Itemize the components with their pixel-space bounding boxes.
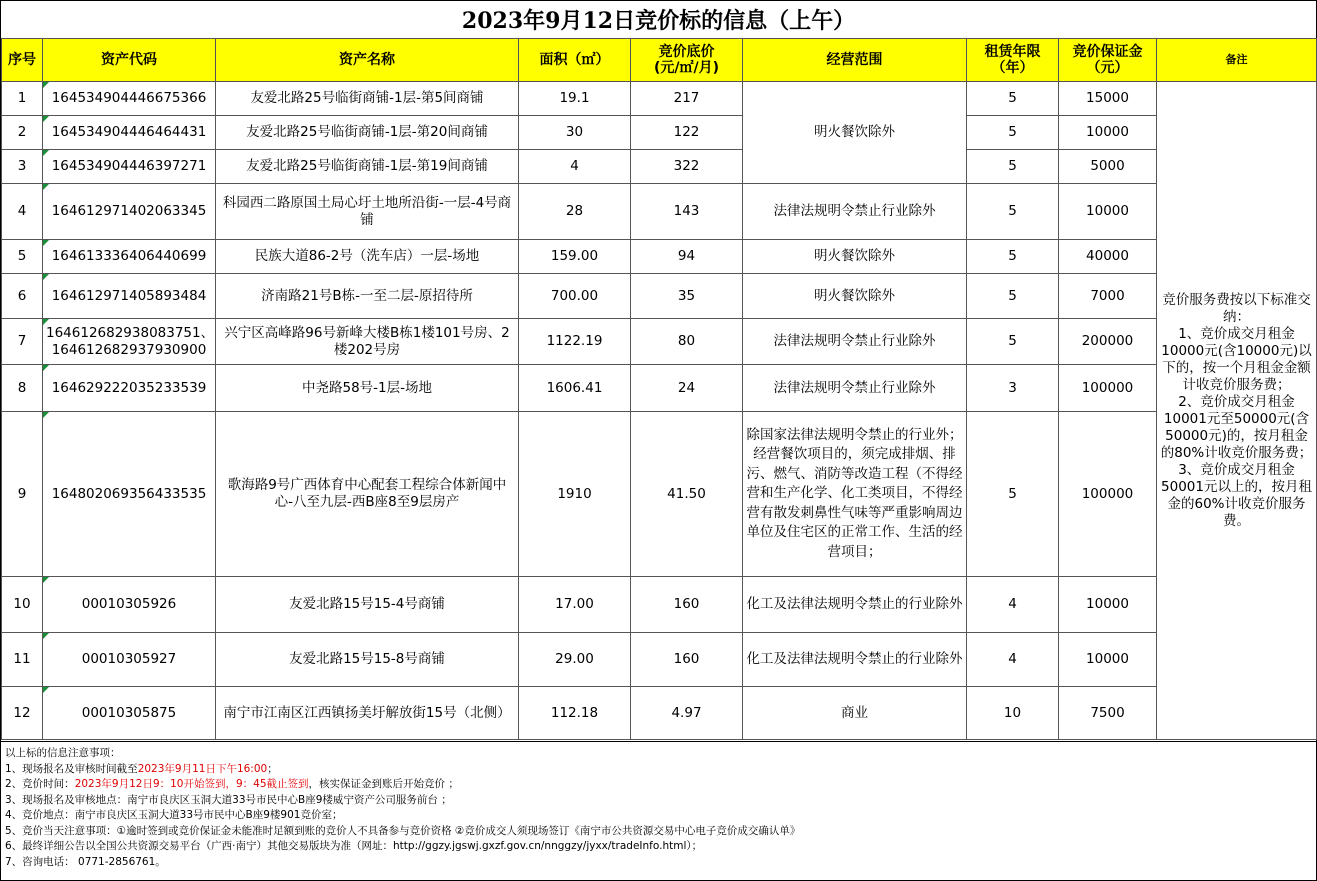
table-row [2, 150, 1317, 184]
note-line-3: 3、现场报名及审核地点：南宁市良庆区玉洞大道33号市民中心B座9楼威宁资产公司服务前台 ； [5, 793, 452, 806]
cell-years: 5 [967, 150, 1059, 184]
header-area: 面积（㎡） [519, 39, 631, 82]
cell-scope: 法律法规明令禁止行业除外 [743, 319, 967, 365]
cell-name: 歌海路9号广西体育中心配套工程综合体新闻中心-八至九层-西B座8至9层房产 [216, 412, 519, 577]
cell-name: 友爱北路25号临街商铺-1层-第19间商铺 [216, 150, 519, 184]
cell-name: 济南路21号B栋-一至二层-原招待所 [216, 274, 519, 319]
cell-years: 5 [967, 274, 1059, 319]
header-scope: 经营范围 [743, 39, 967, 82]
cell-area: 1910 [519, 412, 631, 577]
cell-area: 19.1 [519, 82, 631, 116]
cell-scope: 化工及法律法规明令禁止的行业除外 [743, 577, 967, 633]
cell-deposit: 100000 [1059, 365, 1157, 412]
cell-seq: 5 [2, 240, 43, 274]
cell-deposit: 40000 [1059, 240, 1157, 274]
cell-name: 友爱北路15号15-4号商铺 [216, 577, 519, 633]
cell-area: 1122.19 [519, 319, 631, 365]
cell-name: 友爱北路25号临街商铺-1层-第5间商铺 [216, 82, 519, 116]
cell-price: 35 [631, 274, 743, 319]
cell-deposit: 10000 [1059, 577, 1157, 633]
cell-code: 164534904446675366 [43, 82, 216, 116]
cell-deposit: 10000 [1059, 184, 1157, 240]
header-name: 资产名称 [216, 39, 519, 82]
cell-years: 4 [967, 577, 1059, 633]
cell-remark: 竞价服务费按以下标准交纳： 1、竞价成交月租金10000元(含10000元)以下的，按一个月租金金额计收竞价服务费； 2、竞价成交月租金10001元至50000元(含50000元)的，按月租金的80%计收竞价服务费； 3、竞价成交月租金50001元以上的，按月租金的60%计收竞价服务费。 [1157, 82, 1317, 740]
cell-name: 兴宁区高峰路96号新峰大楼B栋1楼101号房、2楼202号房 [216, 319, 519, 365]
cell-scope: 化工及法律法规明令禁止的行业除外 [743, 633, 967, 687]
cell-area: 30 [519, 116, 631, 150]
cell-scope: 商业 [743, 687, 967, 740]
cell-years: 5 [967, 319, 1059, 365]
cell-price: 217 [631, 82, 743, 116]
cell-deposit: 10000 [1059, 116, 1157, 150]
cell-seq: 4 [2, 184, 43, 240]
cell-name: 科园西二路原国土局心圩土地所沿街-一层-4号商铺 [216, 184, 519, 240]
cell-code: 164612682938083751、 164612682937930900 [43, 319, 216, 365]
cell-scope: 明火餐饮除外 [743, 274, 967, 319]
cell-seq: 8 [2, 365, 43, 412]
cell-price: 143 [631, 184, 743, 240]
note-line-5: 5、竞价当天注意事项：①逾时签到或竞价保证金未能准时足额到账的竞价人不具备参与竞价资格 ②竞价成交人须现场签订《南宁市公共资源交易中心电子竞价成交确认单》 [5, 824, 801, 837]
header-years: 租赁年限 （年） [967, 39, 1059, 82]
cell-code: 164613336406440699 [43, 240, 216, 274]
cell-scope: 法律法规明令禁止行业除外 [743, 184, 967, 240]
cell-deposit: 7500 [1059, 687, 1157, 740]
cell-deposit: 10000 [1059, 633, 1157, 687]
header-seq: 序号 [2, 39, 43, 82]
header-remark: 备注 [1157, 39, 1317, 82]
note-line-6: 6、最终详细公告以全国公共资源交易平台（广西·南宁）其他交易版块为准（网址：http://ggzy.jgswj.gxzf.gov.cn/nnggzy/jyxx/tradeInfo.html）； [5, 840, 703, 852]
cell-years: 5 [967, 240, 1059, 274]
cell-seq: 10 [2, 577, 43, 633]
header-code: 资产代码 [43, 39, 216, 82]
cell-area: 28 [519, 184, 631, 240]
cell-years: 5 [967, 412, 1059, 577]
cell-seq: 3 [2, 150, 43, 184]
cell-area: 1606.41 [519, 365, 631, 412]
cell-seq: 1 [2, 82, 43, 116]
cell-area: 700.00 [519, 274, 631, 319]
note-line-1: 1、现场报名及审核时间截至2023年9月11日下午16:00； [5, 762, 278, 775]
cell-scope: 法律法规明令禁止行业除外 [743, 365, 967, 412]
cell-seq: 9 [2, 412, 43, 577]
table-row [2, 184, 1317, 240]
cell-name: 民族大道86-2号（洗车店）一层-场地 [216, 240, 519, 274]
cell-code: 00010305875 [43, 687, 216, 740]
cell-years: 4 [967, 633, 1059, 687]
cell-price: 160 [631, 577, 743, 633]
cell-seq: 11 [2, 633, 43, 687]
cell-code: 00010305926 [43, 577, 216, 633]
sheet-title: 2023年9月12日竞价标的信息（上午） [1, 1, 1316, 39]
table-row [2, 319, 1317, 365]
table-row [2, 116, 1317, 150]
table-row [2, 274, 1317, 319]
notes-heading: 以上标的信息注意事项： [5, 747, 121, 759]
cell-name: 友爱北路15号15-8号商铺 [216, 633, 519, 687]
cell-area: 159.00 [519, 240, 631, 274]
table-row [2, 412, 1317, 577]
listing-table [1, 38, 1317, 740]
header-price: 竞价底价 (元/㎡/月) [631, 39, 743, 82]
cell-code: 164534904446464431 [43, 116, 216, 150]
table-row [2, 687, 1317, 740]
cell-seq: 2 [2, 116, 43, 150]
cell-price: 24 [631, 365, 743, 412]
cell-area: 4 [519, 150, 631, 184]
cell-years: 10 [967, 687, 1059, 740]
note-line-7: 7、咨询电话： 0771-2856761。 [5, 855, 166, 868]
table-row [2, 577, 1317, 633]
cell-deposit: 200000 [1059, 319, 1157, 365]
header-row [2, 39, 1317, 82]
cell-scope: 明火餐饮除外 [743, 240, 967, 274]
cell-price: 160 [631, 633, 743, 687]
cell-code: 164612971405893484 [43, 274, 216, 319]
note-line-2: 2、竞价时间：2023年9月12日9：10开始签到，9：45截止签到，核实保证金到账后开始竞价 ； [5, 778, 459, 790]
cell-scope: 除国家法律法规明令禁止的行业外；经营餐饮项目的，须完成排烟、排污、燃气、消防等改造工程（不得经营和生产化学、化工类项目，不得经营有散发刺鼻性气味等严重影响周边单位及住宅区的正常工作、生活的经营项目； [743, 412, 967, 577]
cell-code: 164629222035233539 [43, 365, 216, 412]
table-row [2, 365, 1317, 412]
cell-area: 17.00 [519, 577, 631, 633]
cell-seq: 6 [2, 274, 43, 319]
cell-price: 4.97 [631, 687, 743, 740]
cell-seq: 7 [2, 319, 43, 365]
cell-code: 00010305927 [43, 633, 216, 687]
cell-name: 南宁市江南区江西镇扬美圩解放街15号（北侧） [216, 687, 519, 740]
cell-years: 5 [967, 184, 1059, 240]
header-deposit: 竞价保证金 （元） [1059, 39, 1157, 82]
cell-years: 5 [967, 116, 1059, 150]
notes-section [1, 741, 1316, 881]
cell-scope-merged: 明火餐饮除外 [743, 82, 967, 184]
cell-seq: 12 [2, 687, 43, 740]
cell-price: 41.50 [631, 412, 743, 577]
cell-deposit: 15000 [1059, 82, 1157, 116]
cell-area: 112.18 [519, 687, 631, 740]
cell-price: 80 [631, 319, 743, 365]
cell-price: 122 [631, 116, 743, 150]
cell-deposit: 5000 [1059, 150, 1157, 184]
cell-deposit: 7000 [1059, 274, 1157, 319]
cell-years: 5 [967, 82, 1059, 116]
cell-years: 3 [967, 365, 1059, 412]
note-line-4: 4、竞价地点：南宁市良庆区玉洞大道33号市民中心B座9楼901竞价室； [5, 809, 343, 821]
table-row [2, 633, 1317, 687]
cell-price: 322 [631, 150, 743, 184]
table-row [2, 240, 1317, 274]
cell-code: 164534904446397271 [43, 150, 216, 184]
cell-price: 94 [631, 240, 743, 274]
cell-area: 29.00 [519, 633, 631, 687]
cell-deposit: 100000 [1059, 412, 1157, 577]
cell-code: 164612971402063345 [43, 184, 216, 240]
cell-name: 中尧路58号-1层-场地 [216, 365, 519, 412]
table-row [2, 82, 1317, 116]
cell-name: 友爱北路25号临街商铺-1层-第20间商铺 [216, 116, 519, 150]
cell-code: 164802069356433535 [43, 412, 216, 577]
